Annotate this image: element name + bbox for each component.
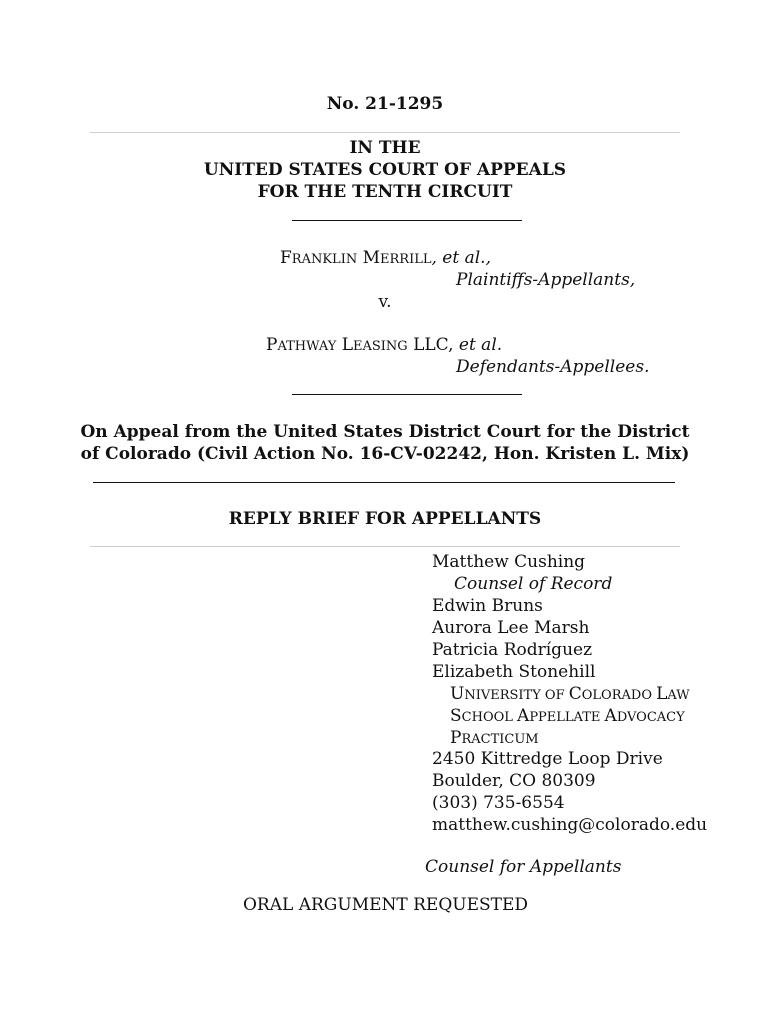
counsel-email: matthew.cushing@colorado.edu bbox=[432, 815, 708, 835]
divider-appeal bbox=[93, 482, 675, 483]
org-cap: S bbox=[450, 706, 462, 726]
divider-parties bbox=[292, 394, 522, 395]
plaintiff-etal: , et al., bbox=[431, 248, 491, 268]
org-rest: OLORADO bbox=[581, 688, 657, 703]
court-line-3: FOR THE TENTH CIRCUIT bbox=[257, 182, 513, 202]
plaintiff-rest-2: ERRILL bbox=[380, 252, 432, 267]
plaintiff-cap-1: F bbox=[280, 248, 292, 268]
divider-court bbox=[292, 220, 522, 221]
defendant-etal: et al. bbox=[458, 335, 503, 355]
appeal-line-1: On Appeal from the United States District Court for the District bbox=[80, 422, 690, 442]
counsel-member: Edwin Bruns bbox=[432, 596, 543, 616]
court-line-1: IN THE bbox=[349, 138, 421, 158]
org-cap: P bbox=[450, 728, 462, 748]
org-rest: AW bbox=[667, 688, 690, 703]
defendant-cap-2: L bbox=[341, 335, 353, 355]
plaintiff-cap-2: M bbox=[362, 248, 381, 268]
plaintiff-name bbox=[280, 248, 491, 268]
oral-argument-requested: ORAL ARGUMENT REQUESTED bbox=[243, 895, 529, 915]
org-rest: NIVERSITY OF bbox=[464, 688, 569, 703]
counsel-member: Patricia Rodríguez bbox=[432, 640, 593, 660]
divider-title bbox=[90, 546, 680, 547]
org-rest: RACTICUM bbox=[461, 732, 539, 747]
org-cap: C bbox=[568, 684, 582, 704]
defendant-role: Defendants-Appellees. bbox=[456, 357, 650, 377]
defendant-name bbox=[266, 335, 502, 355]
court-line-2: UNITED STATES COURT OF APPEALS bbox=[203, 160, 567, 180]
counsel-org-line-2 bbox=[450, 706, 685, 726]
org-cap: L bbox=[656, 684, 668, 704]
counsel-member: Aurora Lee Marsh bbox=[432, 618, 590, 638]
versus: v. bbox=[378, 292, 392, 312]
defendant-rest-2: EASING bbox=[353, 339, 408, 354]
org-cap: A bbox=[604, 706, 617, 726]
counsel-org-line-1 bbox=[450, 684, 690, 704]
counsel-address-street: 2450 Kittredge Loop Drive bbox=[432, 749, 663, 769]
counsel-phone: (303) 735-6554 bbox=[432, 793, 565, 813]
counsel-member: Elizabeth Stonehill bbox=[432, 662, 596, 682]
docket-number: No. 21-1295 bbox=[326, 94, 444, 114]
counsel-address-city: Boulder, CO 80309 bbox=[432, 771, 596, 791]
org-rest: PPELLATE bbox=[529, 710, 605, 725]
defendant-rest-1: ATHWAY bbox=[277, 339, 337, 354]
org-cap: U bbox=[450, 684, 465, 704]
defendant-cap-1: P bbox=[266, 335, 278, 355]
counsel-lead-role: Counsel of Record bbox=[454, 574, 613, 594]
counsel-lead: Matthew Cushing bbox=[432, 552, 586, 572]
org-cap: A bbox=[517, 706, 530, 726]
org-rest: DVOCACY bbox=[616, 710, 685, 725]
org-rest: CHOOL bbox=[461, 710, 518, 725]
defendant-suffix: LLC, bbox=[407, 335, 459, 355]
counsel-for-label: Counsel for Appellants bbox=[425, 857, 622, 877]
plaintiff-rest-1: RANKLIN bbox=[291, 252, 358, 267]
counsel-org-line-3 bbox=[450, 728, 539, 748]
brief-title: REPLY BRIEF FOR APPELLANTS bbox=[228, 509, 542, 529]
plaintiff-role: Plaintiffs-Appellants, bbox=[456, 270, 636, 290]
divider-top bbox=[90, 132, 680, 133]
appeal-line-2: of Colorado (Civil Action No. 16-CV-02242, Hon. Kristen L. Mix) bbox=[80, 444, 690, 464]
